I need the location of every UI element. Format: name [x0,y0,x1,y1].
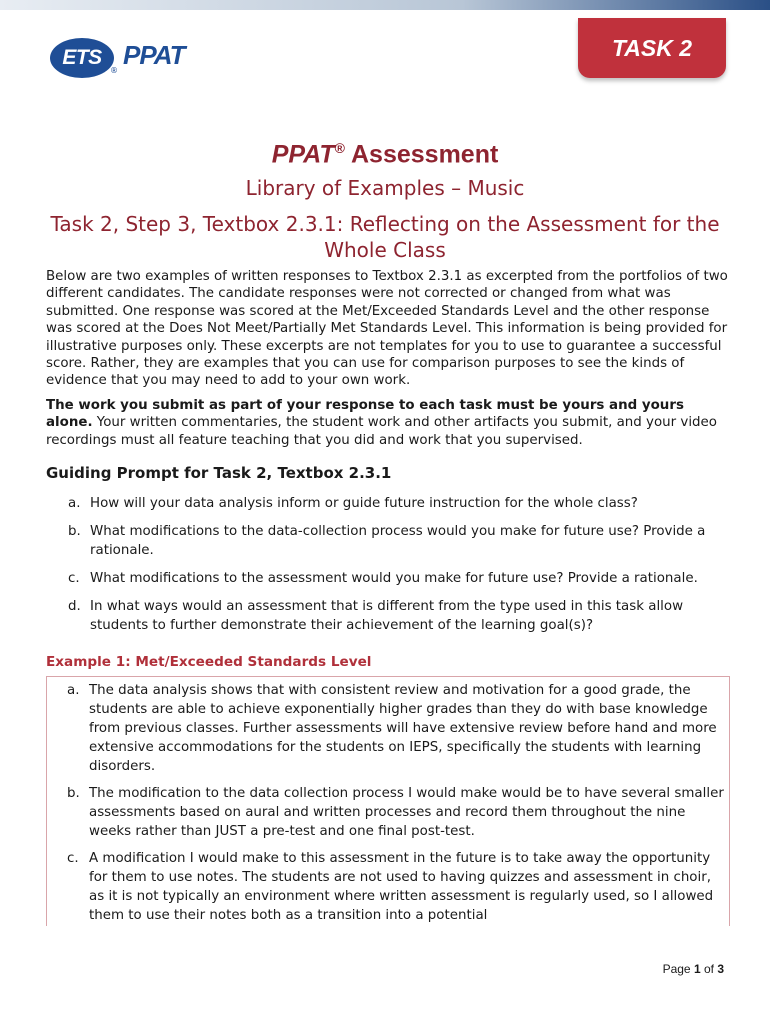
page-word: Page [662,962,694,976]
list-marker: a. [67,683,80,698]
list-item [68,522,728,560]
list-item-text: In what ways would an assessment that is different from the type used in this task allow students to further demonstrate their achievement of the learning goal(s)? [90,599,684,633]
ownership-note-rest: Your written commentaries, the student work and other artifacts you submit, and your video recordings must all feature teaching that you did and work that you supervised. [46,415,717,448]
list-item-text: The modification to the data collection process I would make would be to have several smaller assessments based on aural and written processes and record them throughout the nine weeks rather than JUST a pre-test and one final post-test. [89,786,724,839]
page-subtitle: Library of Examples – Music [245,176,525,200]
ppat-logo-text: PPAT [123,40,185,70]
list-item [67,784,727,841]
list-marker: c. [68,571,80,586]
title-ppat: PPAT [271,140,335,169]
title-registered-mark: ® [334,140,345,156]
list-marker: b. [67,786,80,801]
guiding-prompt-heading: Guiding Prompt for Task 2, Textbox 2.3.1 [46,464,392,482]
list-item-text: A modification I would make to this assessment in the future is to take away the opportunity for them to use notes. The students are not used to having quizzes and assessment in choir, as it is not typically an environment where written assessment is regularly used, so I allowed them to use their notes both as a transition into a potential [89,851,714,923]
guiding-prompt-list [68,494,728,644]
list-item-text: The data analysis shows that with consistent review and motivation for a good grade, the students are able to achieve exponentially higher grades than they do with base knowledge from previous classes. Further assessments will have extensive review before hand and more extensive accommodations for the students on IEPS, specifically the students with learning disorders. [89,683,717,774]
list-marker: c. [67,851,79,866]
task-badge: TASK 2 [578,18,726,78]
page-of: of [700,962,718,976]
ownership-note-bold: The work you submit as part of your response to each task must be yours and yours alone. [46,398,684,431]
example-1-box [46,676,730,926]
task-step-heading: Task 2, Step 3, Textbox 2.3.1: Reflecting on the Assessment for the Whole Class [50,212,720,262]
list-marker: b. [68,524,81,539]
list-item [68,597,728,635]
list-item-text: What modifications to the data-collection process would you make for future use? Provide a rationale. [90,524,706,558]
list-marker: a. [68,496,81,511]
list-item-text: What modifications to the assessment would you make for future use? Provide a rationale. [90,571,698,586]
ownership-note [46,397,732,449]
page-title [0,140,770,169]
top-decorative-bar [0,0,770,10]
page-number [663,962,724,976]
page-total: 3 [717,962,724,976]
list-item [68,494,728,513]
page-current: 1 [693,962,701,976]
list-item-text: How will your data analysis inform or guide future instruction for the whole class? [90,496,638,511]
list-item [67,849,727,925]
list-item [68,569,728,588]
ets-logo-oval: ETS [50,38,114,78]
list-item [67,681,727,776]
example-1-heading: Example 1: Met/Exceeded Standards Level [46,654,372,670]
title-assessment: Assessment [344,140,499,169]
logo-registered-mark: ® [110,66,118,75]
example-1-list [67,681,727,926]
list-marker: d. [68,599,81,614]
intro-paragraph: Below are two examples of written responses to Textbox 2.3.1 as excerpted from the portfolios of two different candidates. The candidate responses were not corrected or changed from what was submitted. One response was scored at the Met/Exceeded Standards Level and the other response was scored at the Does Not Meet/Partially Met Standards Level. This information is being provided for illustrative purposes only. These excerpts are not templates for you to use to guarantee a successful score. Rather, they are examples that you can use for comparison purposes to see the kinds of evidence that you may need to add to your own work. [46,269,728,389]
